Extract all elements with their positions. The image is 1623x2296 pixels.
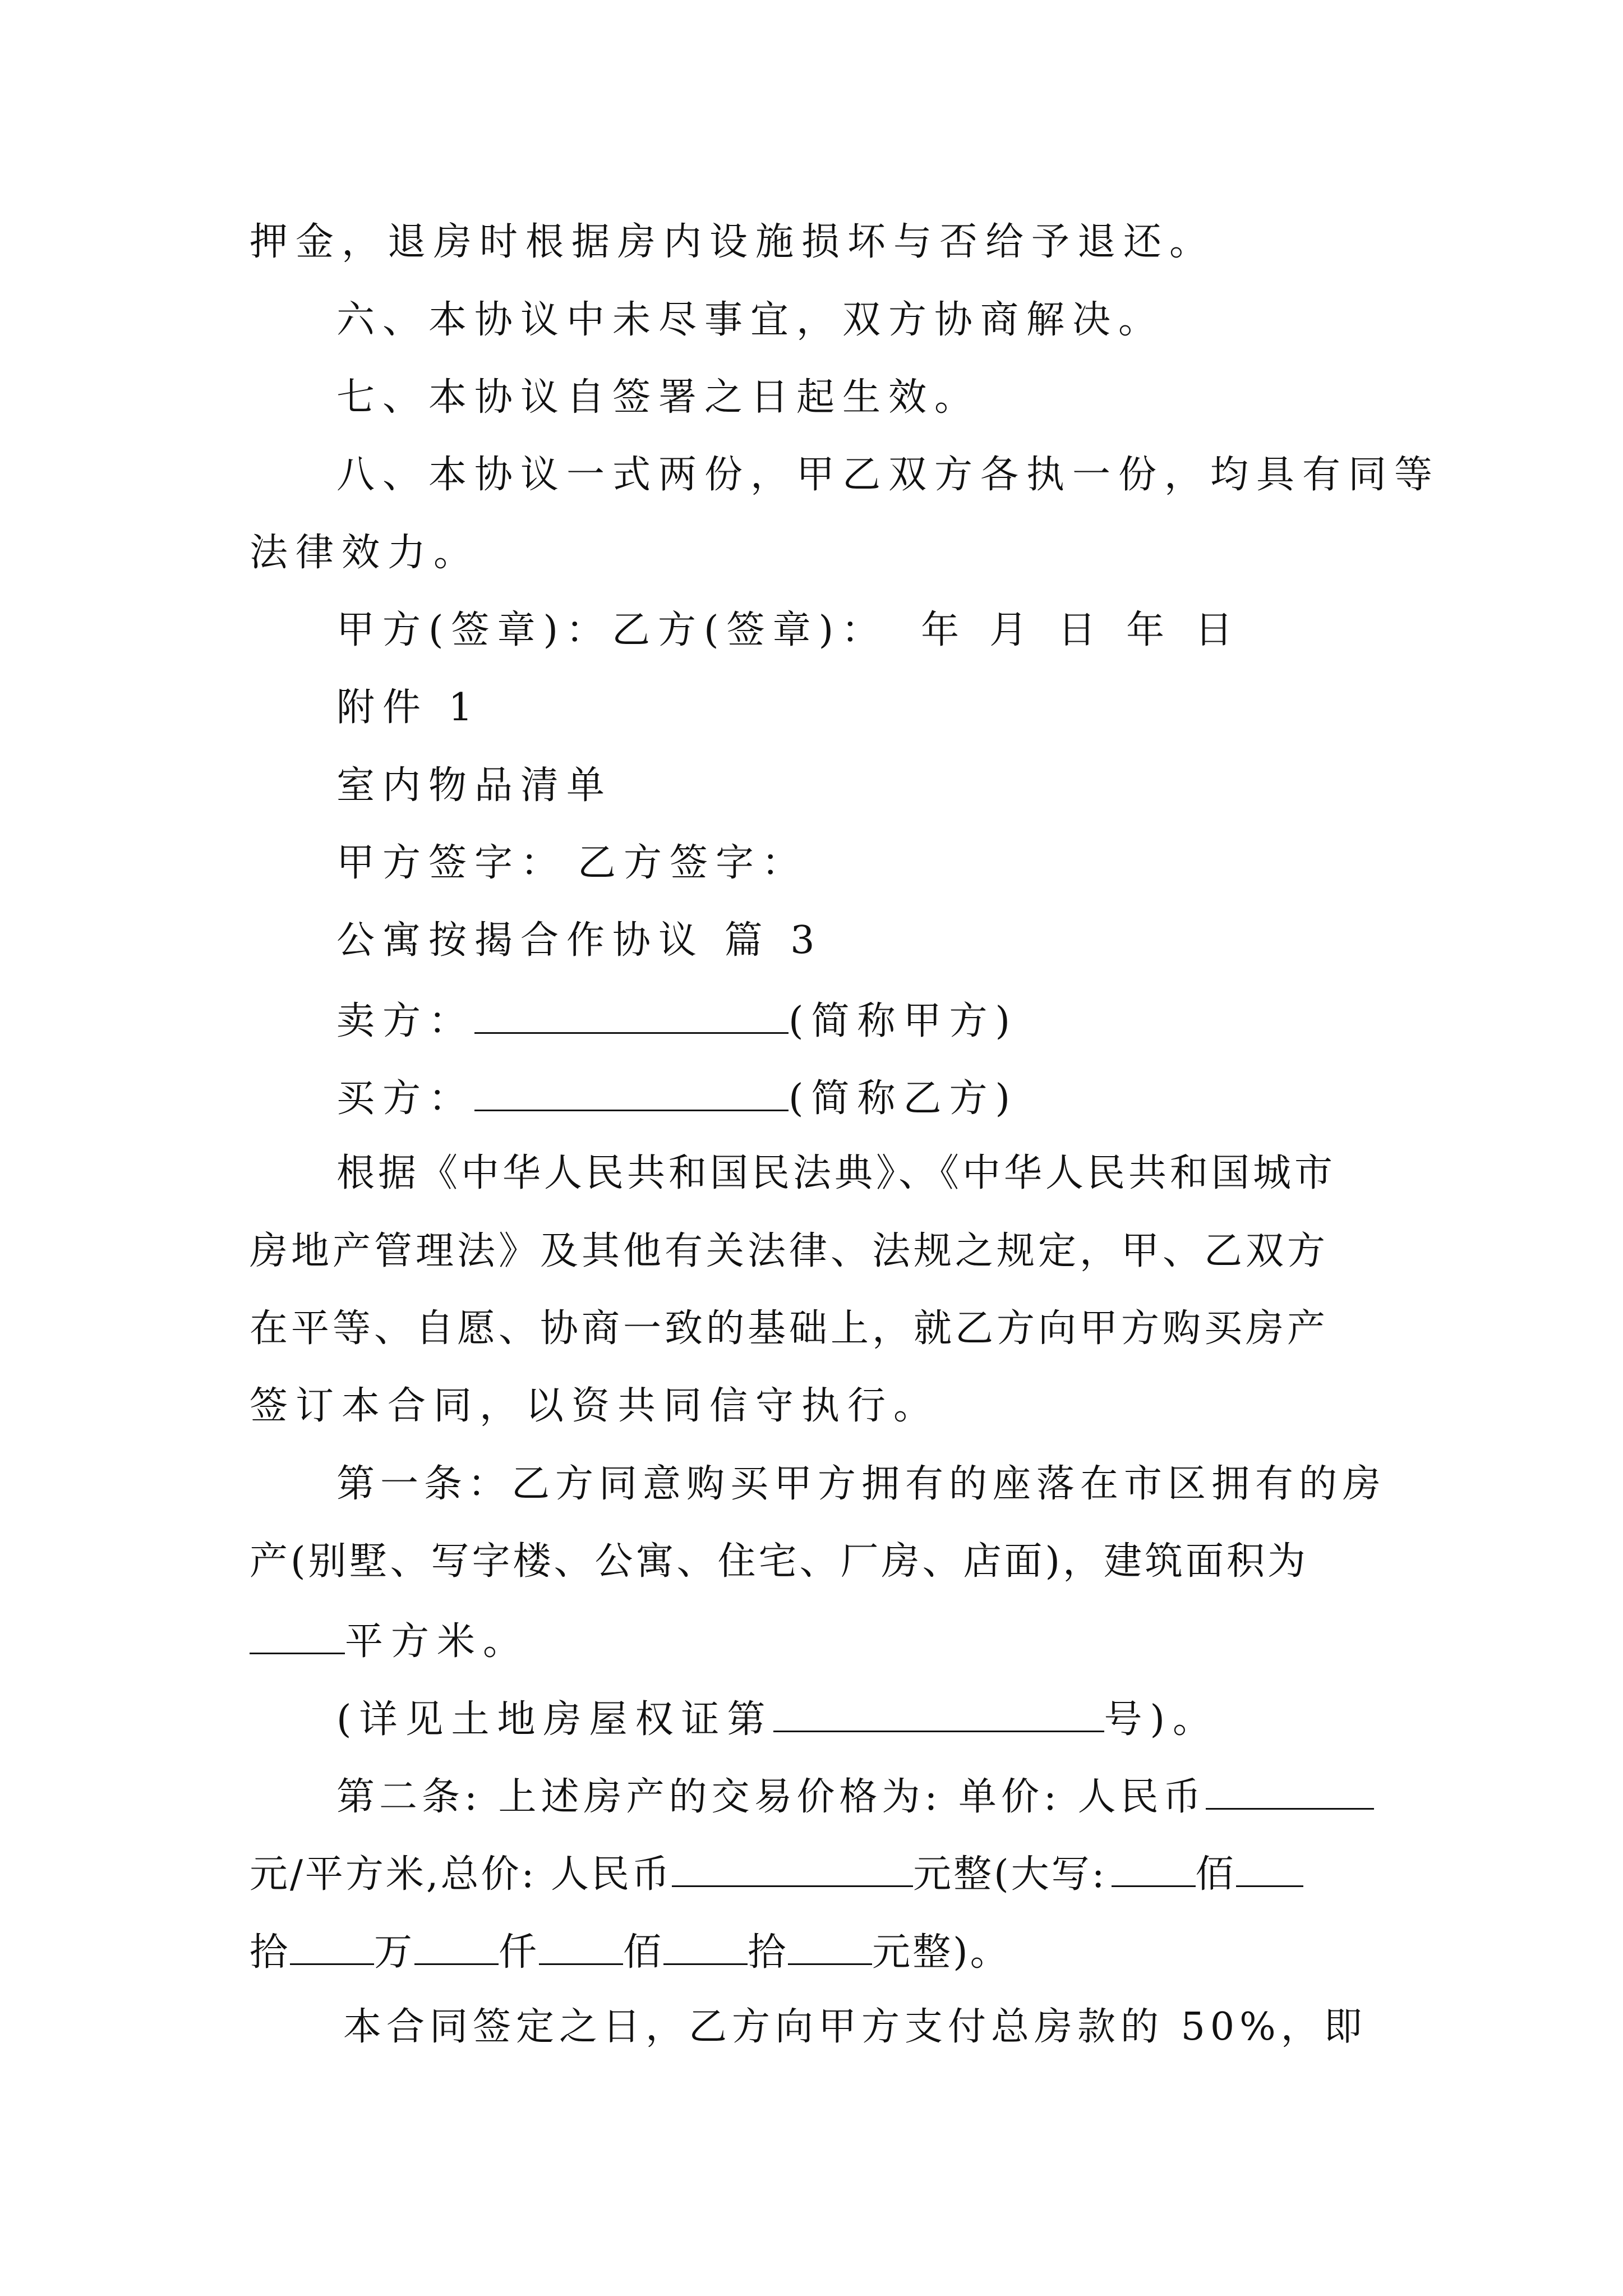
preamble-1: 根据《中华人民共和国民法典》、《中华人民共和国城市: [336, 1151, 1336, 1195]
article-1-area: [250, 1619, 1388, 1664]
attachment-signatures: [336, 841, 1388, 885]
certificate-line: [336, 1697, 1388, 1742]
clause-6: 六、本协议中未尽事宜，双方协商解决。: [336, 298, 1165, 342]
blank-wan: [290, 1931, 374, 1965]
article-2-total: [250, 1852, 1388, 1897]
ten-million-blank: [1236, 1853, 1303, 1887]
seller-blank: [474, 1000, 789, 1034]
buyer-label: 买方：: [336, 1076, 475, 1121]
buyer-line: [336, 1076, 1388, 1121]
date-day-b: 日: [1195, 608, 1241, 652]
preamble-3: 在平等、自愿、协商一致的基础上，就乙方向甲方购买房产: [250, 1306, 1329, 1351]
date-month-a: 月: [989, 608, 1036, 652]
attachment-label: 附件 1: [336, 685, 481, 730]
total-label: 元/平方米,总价: 人民币: [250, 1852, 672, 1897]
wan: 万: [374, 1930, 415, 1975]
date-year-a: 年: [921, 608, 967, 652]
party-b-sign: 乙方签字：: [578, 841, 808, 885]
blank-qian: [414, 1931, 499, 1965]
unit-price-blank: [1206, 1775, 1374, 1810]
shi-b: 拾: [748, 1930, 789, 1975]
seller-abbrev: (简称甲方): [789, 999, 1018, 1043]
article-2-text: 第二条: 上述房产的交易价格为: 单价: 人民币: [336, 1775, 1206, 1819]
date-year-b: 年: [1126, 608, 1173, 652]
blank-bai: [539, 1931, 623, 1965]
certificate-blank: [773, 1698, 1104, 1732]
blank-shi: [663, 1931, 748, 1965]
blank-yuan: [788, 1931, 872, 1965]
seller-label: 卖方：: [336, 999, 475, 1043]
clause-7: 七、本协议自签署之日起生效。: [336, 375, 981, 420]
preamble-4: 签订本合同，以资共同信守执行。: [250, 1384, 940, 1428]
bai-a: 佰: [1195, 1852, 1236, 1897]
qian: 仟: [499, 1930, 540, 1975]
party-a-sign: 甲方签字：: [336, 841, 567, 885]
preamble-2: 房地产管理法》及其他有关法律、法规之规定，甲、乙双方: [250, 1229, 1329, 1273]
yuan-end: 元整)。: [872, 1930, 1011, 1975]
certificate-label: (详见土地房屋权证第: [336, 1697, 773, 1742]
article-2-digits: [250, 1930, 1388, 1975]
date-day-a: 日: [1058, 608, 1104, 652]
area-blank: [250, 1620, 345, 1654]
hundred-million-blank: [1112, 1853, 1196, 1887]
clause-8: 八、本协议一式两份，甲乙双方各执一份，均具有同等: [336, 453, 1441, 497]
article-2: [336, 1775, 1388, 1819]
total-uppercase-label: 元整(大写:: [913, 1852, 1107, 1897]
line-deposit: 押金，退房时根据房内设施损坏与否给予退还。: [250, 220, 1216, 264]
party-signatures: 甲方(签章)：乙方(签章)：: [336, 608, 888, 652]
article-1: 第一条：乙方同意购买甲方拥有的座落在市区拥有的房: [336, 1462, 1387, 1506]
total-blank: [672, 1853, 913, 1887]
attachment-title: 室内物品清单: [336, 763, 613, 808]
buyer-abbrev: (简称乙方): [789, 1076, 1018, 1121]
payment-clause: 本合同签定之日，乙方向甲方支付总房款的 50%，即: [343, 2005, 1367, 2049]
section-title: 公寓按揭合作协议 篇 3: [336, 918, 823, 963]
signature-line: [336, 608, 1388, 652]
area-unit: 平方米。: [345, 1619, 529, 1664]
seller-line: [336, 1000, 1388, 1041]
bai-b: 佰: [623, 1930, 664, 1975]
buyer-blank: [474, 1077, 789, 1111]
certificate-suffix: 号)。: [1104, 1697, 1219, 1742]
clause-8-cont: 法律效力。: [250, 531, 480, 575]
shi-a: 拾: [250, 1930, 291, 1975]
article-1-cont: 产(别墅、写字楼、公寓、住宅、厂房、店面)，建筑面积为: [250, 1539, 1309, 1584]
